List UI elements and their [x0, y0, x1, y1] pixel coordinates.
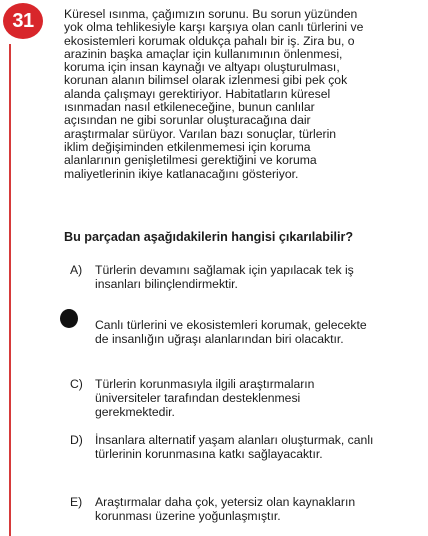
- option-letter: E): [70, 495, 83, 509]
- option-letter: D): [70, 433, 83, 447]
- passage-line: arazinin başka amaçlar için kullanımının önlenmesi,: [64, 46, 343, 61]
- option-line: de insanlığın uğraşı alanlarından biri olacaktır.: [95, 332, 344, 346]
- option-line: Araştırmalar daha çok, yetersiz olan kaynakların: [95, 495, 356, 509]
- passage-line: iklim değişiminden etkilenmemesi için koruma: [64, 139, 311, 154]
- option-line: insanları bilinçlendirmektir.: [95, 277, 238, 291]
- passage-line: Küresel ısınma, çağımızın sorunu. Bu sorun yüzünden: [64, 7, 358, 21]
- option-text: [95, 318, 425, 346]
- option-text: [95, 263, 425, 291]
- passage-line: korunan alanın bilimsel olarak izlenmesi gibi pek çok: [64, 73, 348, 88]
- option-text: [95, 433, 425, 461]
- passage: [64, 8, 414, 181]
- passage-line: açısından ne gibi sorunlar oluşturacağına dair: [64, 113, 311, 128]
- option-text: [95, 495, 425, 523]
- question-number: 31: [12, 9, 34, 32]
- passage-line: maliyetlerinin ikiye katlanacağını gösteriyor.: [64, 166, 299, 181]
- passage-line: alanlarının genişletilmesi gerektiğini ve koruma: [64, 153, 317, 168]
- option-line: Türlerin korunmasıyla ilgili araştırmaların: [95, 377, 315, 391]
- passage-line: koruma için insan kaynağı ve altyapı oluşturulması,: [64, 60, 340, 75]
- option-line: İnsanlara alternatif yaşam alanları oluşturmak, canlı: [95, 433, 374, 447]
- passage-line: ısınmadan nasıl etkileneceğine, bunun canlılar: [64, 100, 315, 115]
- option-line: Canlı türlerini ve ekosistemleri korumak, gelecekte: [95, 318, 367, 332]
- option-letter: C): [70, 377, 83, 391]
- option-line: gerekmektedir.: [95, 405, 175, 419]
- question-stem: Bu parçadan aşağıdakilerin hangisi çıkarılabilir?: [64, 230, 354, 244]
- option-line: türlerinin korunmasına katkı sağlayacaktır.: [95, 447, 323, 461]
- passage-line: ekosistemleri korumak oldukça pahalı bir iş. Zira bu, o: [64, 33, 355, 48]
- margin-line: [9, 44, 11, 536]
- passage-line: araştırmalar sürüyor. Varılan bazı sonuçlar, türlerin: [64, 126, 337, 141]
- passage-line: yok olma tehlikesiyle karşı karşıya olan canlı türlerini ve: [64, 20, 364, 35]
- option-letter: A): [70, 263, 83, 277]
- marked-answer-bubble[interactable]: [60, 309, 78, 328]
- question-number-badge: [3, 3, 43, 39]
- option-line: korunması üzerine yoğunlaşmıştır.: [95, 509, 281, 523]
- option-line: Türlerin devamını sağlamak için yapılacak tek iş: [95, 263, 354, 277]
- passage-line: alanda çalışmayı gerektiriyor. Habitatların küresel: [64, 86, 331, 101]
- option-line: üniversiteler tarafından desteklenmesi: [95, 391, 301, 405]
- option-text: [95, 377, 425, 419]
